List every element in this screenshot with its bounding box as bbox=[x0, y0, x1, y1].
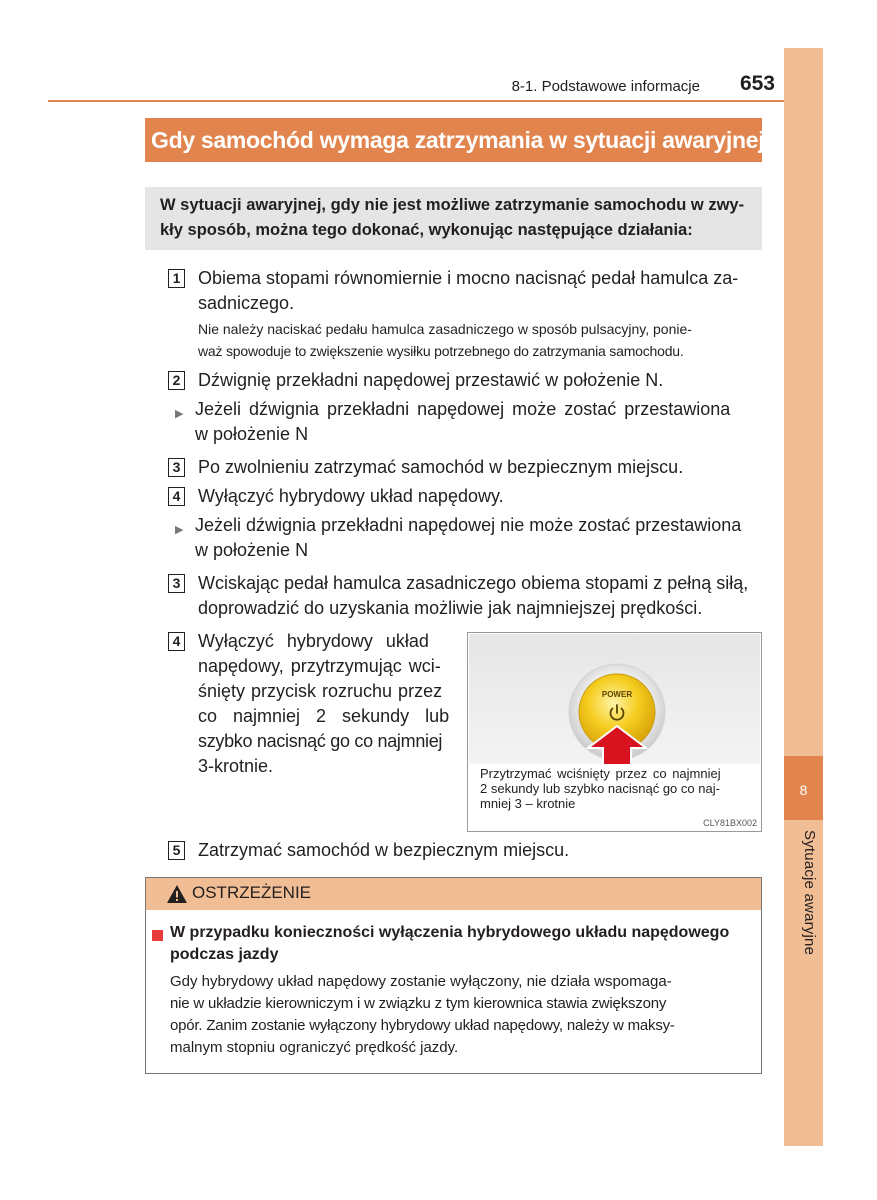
step-text-line: doprowadzić do uzyskania możliwie jak najmniejszej prędkości. bbox=[198, 598, 703, 618]
step-5 bbox=[168, 838, 762, 863]
chapter-number: 8 bbox=[784, 756, 823, 820]
warning-body-line: nie w układzie kierowniczym i w związku z tym kierownica stawia zwiększony bbox=[170, 995, 667, 1012]
step-number-box: 2 bbox=[168, 371, 185, 390]
caption-line: mniej 3 – krotnie bbox=[480, 796, 576, 811]
condition-line: w położenie N bbox=[195, 424, 309, 444]
warning-body-line: opór. Zanim zostanie wyłączony hybrydowy układ napędowy, należy w maksy- bbox=[170, 1017, 675, 1034]
step-1-note bbox=[198, 318, 762, 362]
warning-box bbox=[145, 877, 762, 1074]
step-3-neutral bbox=[168, 455, 762, 480]
step-number-box: 3 bbox=[168, 574, 185, 593]
figure-caption bbox=[480, 766, 752, 811]
step-4-neutral bbox=[168, 484, 762, 509]
step-text-line: szybko nacisnąć go co najmniej bbox=[198, 731, 443, 751]
step-text-line: Wciskając pedał hamulca zasadniczego obiema stopami z pełną siłą, bbox=[198, 573, 749, 593]
warning-triangle-icon bbox=[166, 884, 188, 904]
step-text-line: 3-krotnie. bbox=[198, 756, 274, 776]
condition-1 bbox=[175, 397, 762, 447]
power-button-figure bbox=[467, 632, 762, 832]
condition-line: Jeżeli dźwignia przekładni napędowej nie może zostać przestawiona bbox=[195, 515, 742, 535]
page-number: 653 bbox=[739, 72, 775, 95]
page-title: Gdy samochód wymaga zatrzymania w sytuacji awaryjnej bbox=[145, 118, 762, 162]
note-line: Nie należy naciskać pedału hamulca zasadniczego w sposób pulsacyjny, ponie- bbox=[198, 321, 692, 337]
warning-heading: OSTRZEŻENIE bbox=[192, 883, 312, 902]
figure-code: CLY81BX002 bbox=[703, 818, 757, 828]
step-number-box: 3 bbox=[168, 458, 185, 477]
step-text-line: Obiema stopami równomiernie i mocno nacisnąć pedał hamulca za- bbox=[198, 268, 739, 288]
warning-subheading: W przypadku konieczności wyłączenia hybrydowego układu napędowego podczas jazdy bbox=[170, 924, 730, 963]
step-2 bbox=[168, 368, 762, 393]
caption-line: Przytrzymać wciśnięty przez co najmniej bbox=[480, 766, 721, 781]
step-text: Po zwolnieniu zatrzymać samochód w bezpiecznym miejscu. bbox=[198, 457, 684, 477]
step-text: Zatrzymać samochód w bezpiecznym miejscu. bbox=[198, 840, 570, 860]
condition-2 bbox=[175, 513, 762, 563]
step-text-line: sadniczego. bbox=[198, 293, 295, 313]
step-text-line: napędowy, przytrzymując wci- bbox=[198, 656, 441, 676]
caption-line: 2 sekundy lub szybko nacisnąć go co naj- bbox=[480, 781, 720, 796]
intro-line: kły sposób, można tego dokonać, wykonując następujące działania: bbox=[160, 221, 693, 239]
condition-line: Jeżeli dźwignia przekładni napędowej może zostać przestawiona bbox=[195, 399, 731, 419]
warning-body-line: Gdy hybrydowy układ napędowy zostanie wyłączony, nie działa wspomaga- bbox=[170, 973, 672, 990]
step-number-box: 4 bbox=[168, 487, 185, 506]
step-text: Wyłączyć hybrydowy układ napędowy. bbox=[198, 486, 504, 506]
triangle-bullet-icon: ▶ bbox=[175, 524, 184, 536]
warning-body-line: malnym stopniu ograniczyć prędkość jazdy. bbox=[170, 1039, 459, 1056]
step-text-line: co najmniej 2 sekundy lub bbox=[198, 706, 450, 726]
step-text-line: Wyłączyć hybrydowy układ bbox=[198, 631, 429, 651]
triangle-bullet-icon: ▶ bbox=[175, 408, 184, 420]
step-number-box: 1 bbox=[168, 269, 185, 288]
power-label: POWER bbox=[601, 690, 633, 699]
condition-line: w położenie N bbox=[195, 540, 309, 560]
chapter-side-tab bbox=[784, 48, 823, 1146]
red-square-bullet-icon bbox=[152, 930, 163, 941]
step-text: Dźwignię przekładni napędowej przestawić w położenie N. bbox=[198, 370, 664, 390]
step-number-box: 4 bbox=[168, 632, 185, 651]
power-button-photo bbox=[469, 634, 760, 764]
note-line: waż spowoduje to zwiększenie wysiłku potrzebnego do zatrzymania samochodu. bbox=[198, 343, 684, 359]
intro-line: W sytuacji awaryjnej, gdy nie jest możliwe zatrzymanie samochodu w zwy- bbox=[160, 196, 745, 214]
power-icon bbox=[606, 702, 628, 724]
warning-body bbox=[170, 971, 755, 1059]
intro-box bbox=[145, 187, 762, 250]
step-text-line: śnięty przycisk rozruchu przez bbox=[198, 681, 443, 701]
header-rule bbox=[48, 100, 784, 102]
warning-header bbox=[146, 878, 761, 910]
step-number-box: 5 bbox=[168, 841, 185, 860]
chapter-title: Sytuacje awaryjne bbox=[801, 830, 818, 956]
step-1 bbox=[168, 266, 762, 316]
step-3-no-neutral bbox=[168, 571, 762, 621]
step-4-no-neutral bbox=[168, 629, 456, 779]
section-title: 8-1. Podstawowe informacje bbox=[511, 78, 700, 95]
press-arrow-icon bbox=[586, 724, 648, 766]
